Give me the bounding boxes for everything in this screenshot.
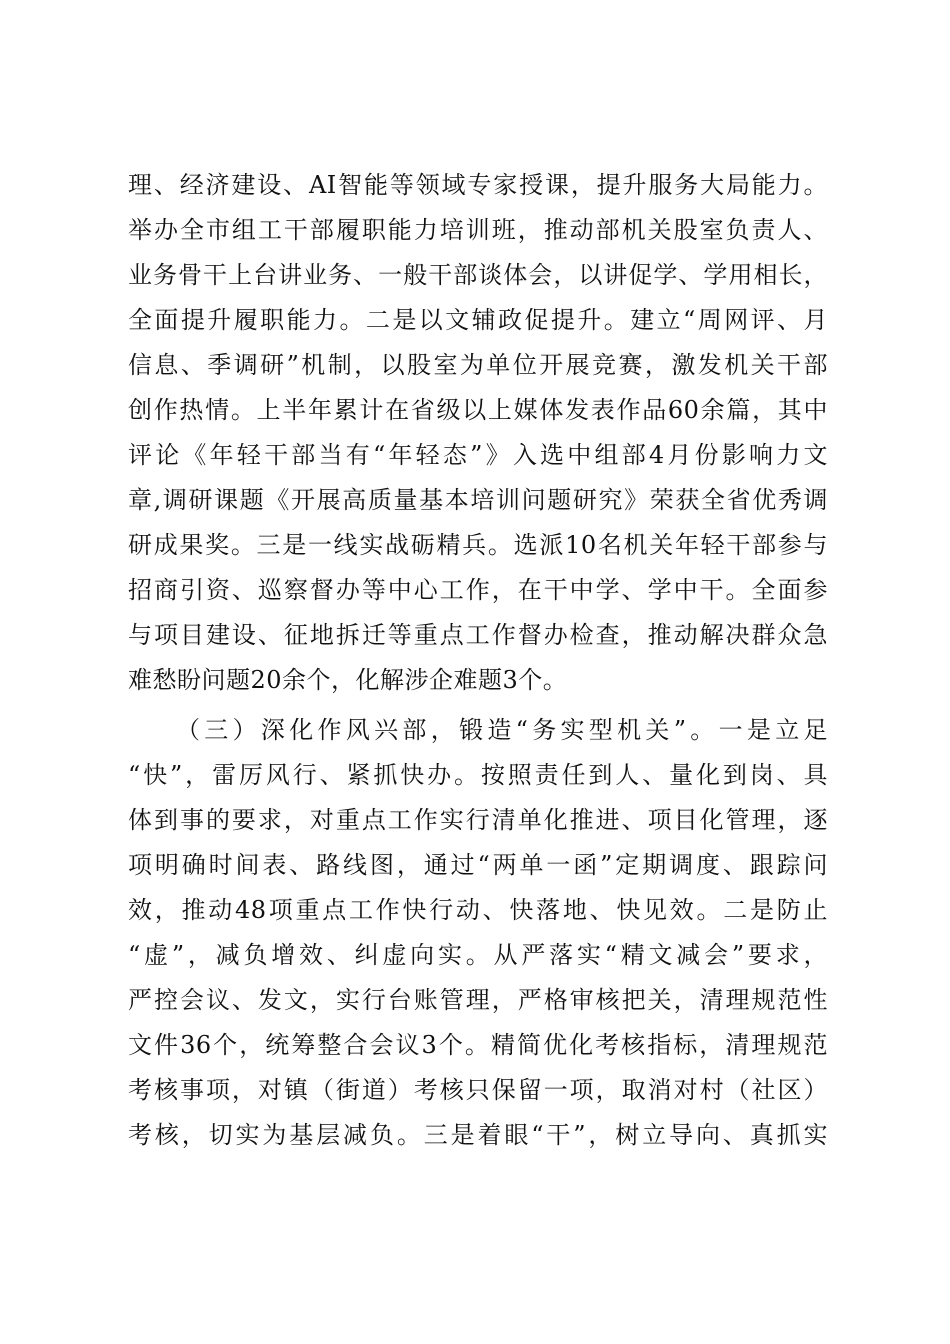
paragraph-2-line: （三）深化作风兴部，锻造“务实型机关”。一是立足 [176,716,828,744]
paragraph-1-line: 理、经济建设、AI智能等领域专家授课，提升服务大局能力。 [128,171,828,199]
paragraph-1-line: 研成果奖。三是一线实战砺精兵。选派10名机关年轻干部参与 [128,531,828,559]
paragraph-1-line: 创作热情。上半年累计在省级以上媒体发表作品60余篇，其中 [128,396,828,424]
paragraph-2-line: 考核事项，对镇（街道）考核只保留一项，取消对村（社区） [128,1076,828,1104]
paragraph-2-line: “快”，雷厉风行、紧抓快办。按照责任到人、量化到岗、具 [128,761,828,789]
paragraph-1-line: 评论《年轻干部当有“年轻态”》入选中组部4月份影响力文 [128,441,828,469]
paragraph-1-line: 招商引资、巡察督办等中心工作，在干中学、学中干。全面参 [128,576,828,604]
paragraph-1-line: 举办全市组工干部履职能力培训班，推动部机关股室负责人、 [128,216,828,244]
paragraph-2-line: 考核，切实为基层减负。三是着眼“干”，树立导向、真抓实 [128,1121,828,1149]
paragraph-1-line: 与项目建设、征地拆迁等重点工作督办检查，推动解决群众急 [128,621,828,649]
paragraph-2-line: 项明确时间表、路线图，通过“两单一函”定期调度、跟踪问 [128,851,828,879]
paragraph-1-line: 信息、季调研”机制，以股室为单位开展竞赛，激发机关干部 [128,351,828,379]
paragraph-2-line: 文件36个，统筹整合会议3个。精简优化考核指标，清理规范 [128,1031,828,1059]
paragraph-2-line: 体到事的要求，对重点工作实行清单化推进、项目化管理，逐 [128,806,828,834]
paragraph-1-line: 业务骨干上台讲业务、一般干部谈体会，以讲促学、学用相长， [128,261,828,289]
paragraph-1-line: 全面提升履职能力。二是以文辅政促提升。建立“周网评、月 [128,306,828,334]
paragraph-2-line: 效，推动48项重点工作快行动、快落地、快见效。二是防止 [128,896,828,924]
paragraph-1-line: 章,调研课题《开展高质量基本培训问题研究》荣获全省优秀调 [128,486,828,514]
paragraph-2-line: “虚”，减负增效、纠虚向实。从严落实“精文减会”要求， [128,941,828,969]
paragraph-2-line: 严控会议、发文，实行台账管理，严格审核把关，清理规范性 [128,986,828,1014]
paragraph-1-line: 难愁盼问题20余个，化解涉企难题3个。 [128,666,568,694]
